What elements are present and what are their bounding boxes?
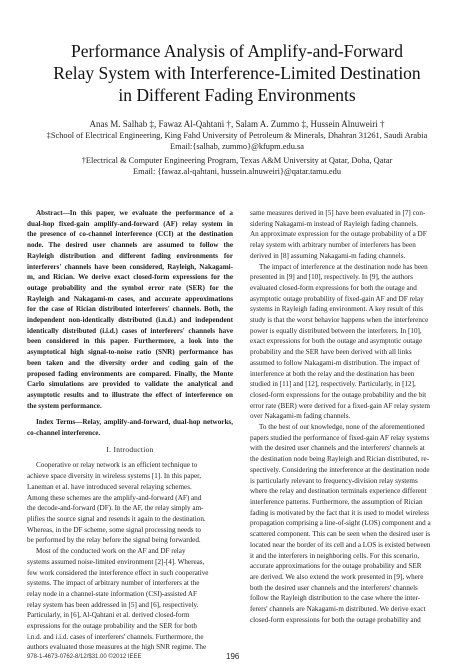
body-text-line: Whereas, in the DF scheme, some signal processing needs to [27,525,201,534]
title-line: Performance Analysis of Amplify-and-Forward [71,41,403,61]
body-text-line: assumed to follow Nakagami-m distribution. The impact of [250,358,420,367]
body-text-line: fading is motivated by the fact that it is used to model wireless [250,508,429,517]
intro-left-text [27,460,233,653]
index-terms-line: Index Terms—Relay, amplify-and-forward, dual-hop networks, [36,418,233,427]
author-block [10,118,464,177]
index-terms [27,417,233,438]
abstract-line: independent non-identically distributed (i.n.d.) and independent [27,316,233,325]
copyright-footer: 978-1-4673-0762-8/12/$31.00 ©2012 IEEE [27,654,142,660]
body-text-line: probability and the SER have been derived with all links [250,348,412,357]
body-text-line: few work considered the interference effect in such cooperative [27,568,209,577]
body-text-line: exact expressions for both the outage and asymptotic outage [250,337,423,346]
body-text-line: both the desired user channels and the interferers' channels [250,583,418,592]
body-text-line: the decode-and-forward (DF). In the AF, the relay simply am- [27,504,204,513]
intro-right-p2 [250,262,456,423]
body-text-line: asymptotic outage probability of fixed-gain AF and DF relay [250,294,424,303]
abstract-line: been considered in this paper. Furthermore, a look into the [27,337,233,346]
body-text-line: follow the Rayleigh distribution to the case where the inter- [250,594,421,603]
abstract-line: interferers' channels have been considered, Rayleigh, Nakagami- [27,262,233,271]
body-text-line: systems in Rayleigh fading environment. A key result of this [250,305,423,314]
body-text-line: scattered component. This can be seen when the desired user is [250,530,431,539]
abstract-line: asymptotical high signal-to-noise ratio (SNR) performance has [27,348,233,357]
body-text-line: presented in [9] and [10], respectively. In [9], the authors [250,273,413,282]
body-text-line: i.n.d. and i.i.d. cases of interferers' channels. Furthermore, the [27,632,204,641]
body-text-line: closed-form expressions for both the outage probability and [250,615,421,624]
body-text-line: systems assumed noise-limited environment [2]-[4]. Whereas, [27,557,205,566]
body-text-line: Particularly, in [6], Al-Qahtani et al. derived closed-form [27,611,190,620]
body-text-line: derived in [8] assuming Nakagami-m fading channels. [250,251,406,260]
affiliation-tamuq: †Electrical & Computer Engineering Program, Texas A&M University at Qatar, Doha, Qatar [81,156,393,166]
page-number: 196 [226,652,240,661]
body-text-line: spectively. Considering the interference at the destination node [250,465,430,474]
body-text-line: closed-form expressions for the outage probability and the bit [250,390,427,399]
abstract-line: the presence of co-channel interference (CCI) at the destination [27,230,233,239]
body-text-line: relay system with arbitrary number of interferers has been [250,241,416,250]
abstract-line: outage probability and the symbol error rate (SER) for the [27,283,233,292]
body-text-line: study is that the worst behavior happens when the interference [250,316,429,325]
body-text-line: sidering Nakagami-m instead of Rayleigh fading channels. [250,219,418,228]
abstract-line: the system performance. [27,401,102,410]
body-text-line: interference at both the relay and the destination has been [250,369,415,378]
body-text-line: error rate (BER) were derived for a fixed-gain AF relay system [250,401,431,410]
abstract-line: Carlo simulations are provided to validate the analytical and [27,380,233,389]
body-text-line: achieve space diversity in wireless systems [1]. In this paper, [27,472,202,481]
body-text-line: be performed by the relay before the signal being forwarded. [27,536,201,545]
body-text-line: relay node in a channel-state information (CSI)-assisted AF [27,589,197,598]
body-text-line: ferers' channels are Nakagami-m distributed. We derive exact [250,605,426,614]
left-column [27,208,233,653]
section-heading-introduction: I. Introduction [106,444,154,454]
body-text-line: An approximate expression for the outage probability of a DF [250,230,427,239]
title-line: in Different Fading Environments [118,85,356,105]
body-text-line: plifies the source signal and resends it again to the destination. [27,514,206,523]
body-text-line: Laneman et al. have introduced several relaying schemes. [27,482,192,491]
body-text-line: over Nakagami-m fading channels. [250,412,351,421]
intro-right-p3 [250,422,456,625]
body-text-line: evaluated closed-form expressions for both the outage and [250,283,417,292]
abstract-line: node. The desired user channels are assumed to follow the [27,241,233,250]
abstract-line: Rayleigh distribution and different fading environments for [27,251,233,260]
abstract-line: asymptotic results and to illustrate the effect of interference on [27,390,233,399]
body-text-line: studied in [11] and [12], respectively. Particularly, in [12], [250,380,416,389]
email-tamuq: Email: {fawaz.al-qahtani, hussein.alnuweiri}@qatar.tamu.edu [132,166,342,176]
body-text-line: papers studied the performance of fixed-gain AF relay systems [250,433,430,442]
body-text-line: systems. The impact of arbitrary number of interferers at the [27,579,200,588]
body-text-line: To the best of our knowledge, none of the aforementioned [259,423,425,432]
intro-right-p1 [250,208,456,262]
abstract-line: m, and Rician. We derive exact closed-form expressions for the [27,273,233,282]
affiliation-kfupm: ‡School of Electrical Engineering, King Fahd University of Petroleum & Minerals, Dhahran 31261, Saudi Arabia [46,131,428,140]
body-text-line: authors evaluated those measures at the high SNR regime. The [27,643,207,652]
body-text-line: it and the interferers in neighboring cells. For this scenario, [250,551,420,560]
body-text-line: Cooperative or relay network is an efficient technique to [36,461,198,470]
abstract-line: for the case of Rician distributed interferers' channels. Both, the [27,305,233,314]
abstract [27,208,233,411]
abstract-line: proposed fading environments are compared. Finally, the Monte [27,369,233,378]
author-names: Anas M. Salhab ‡, Fawaz Al-Qahtani †, Salam A. Zummo ‡, Hussein Alnuweiri † [89,119,385,129]
abstract-line: Rayleigh and Nakagami-m cases, and accurate approximations [27,294,233,303]
abstract-line: dual-hop fixed-gain amplify-and-forward (AF) relay system in [27,219,233,228]
body-text-line: expressions for the outage probability and the SER for both [27,622,197,631]
body-text-line: same measures derived in [5] have been evaluated in [7] con- [250,209,426,217]
index-terms-line: co-channel interference. [27,429,101,438]
body-text-line: is particularly relevant to frequency-division relay systems [250,476,418,485]
body-text-line: located near the border of its cell and a LOS is existed between [250,540,431,549]
abstract-line: Abstract—In this paper, we evaluate the performance of a [36,209,233,217]
body-text-line: the destination node being Rayleigh and Rician distributed, re- [250,455,430,464]
body-text-line: with the desired user channels and the interferers' channels at [250,444,425,453]
body-text-line: are derived. We also extend the work presented in [9], where [250,572,424,581]
body-text-line: Among these schemes are the amplify-and-forward (AF) and [27,493,202,502]
title-line: Relay System with Interference-Limited Destination [53,63,421,83]
body-text-line: where the relay and destination terminals experience different [250,487,427,496]
body-text-line: relay system has been addressed in [5] and [6], respectively. [27,600,199,609]
email-kfupm: Email:{salhab, zummo}@kfupm.edu.sa [170,141,304,151]
paper-title [20,40,454,106]
body-text-line: The impact of interference at the destination node has been [259,262,428,271]
body-text-line: Most of the conducted work on the AF and DF relay [36,547,186,556]
right-column [250,208,456,625]
body-text-line: interference patterns. Furthermore, the assumption of Rician [250,497,423,506]
body-text-line: power is equally distributed between the interferers. In [10], [250,326,422,335]
abstract-line: been taken and the diversity order and coding gain of the [27,358,233,367]
abstract-line: identically distributed (i.i.d.) cases of interferers' channels have [27,326,233,335]
body-text-line: propagation comprising a line-of-sight (LOS) component and a [250,519,431,528]
body-text-line: accurate approximations for the outage probability and SER [250,562,422,571]
